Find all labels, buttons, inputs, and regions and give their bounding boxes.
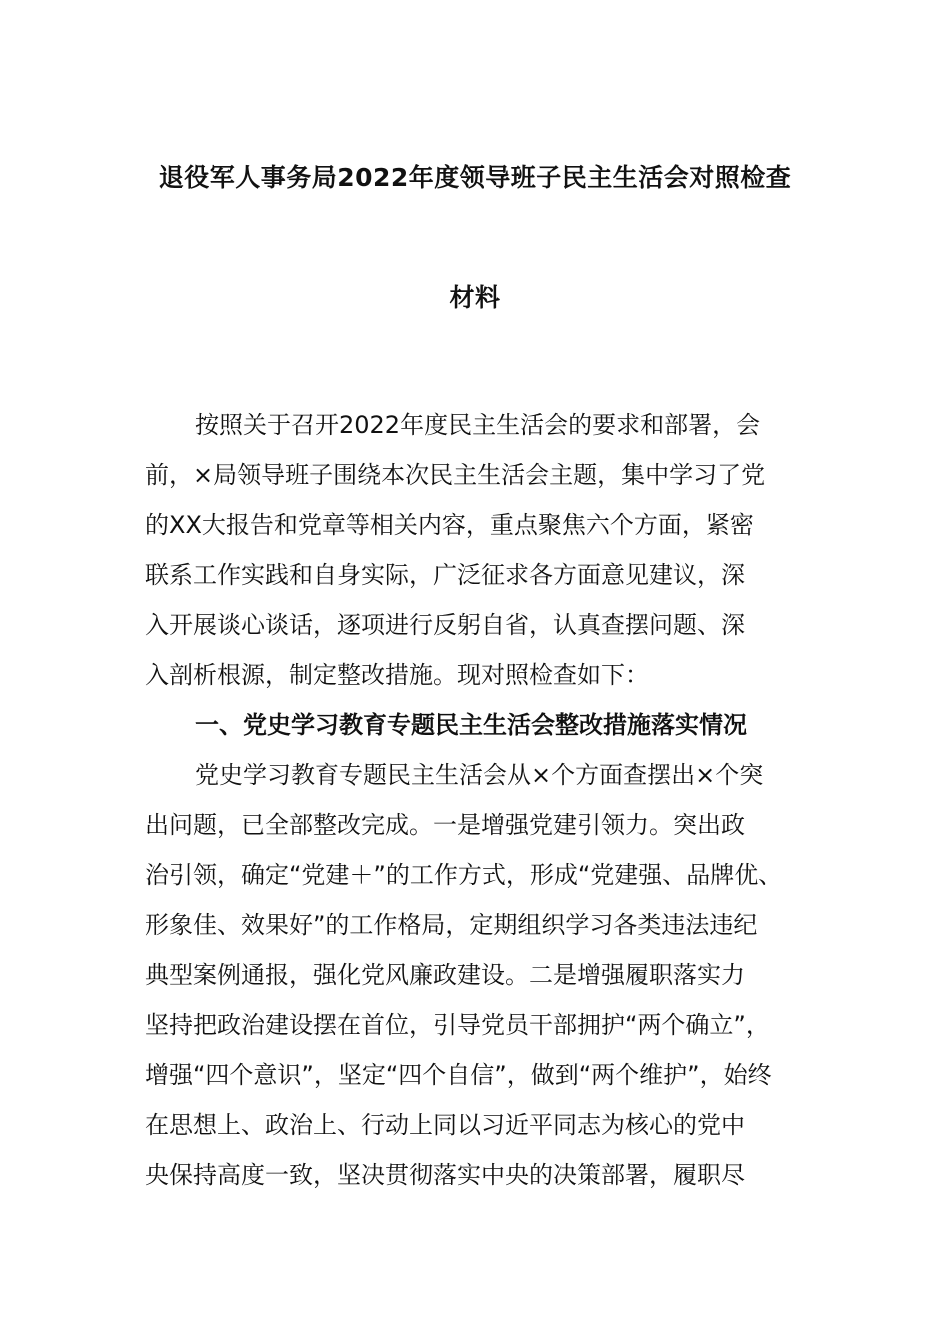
document-title-line-2: 材料 bbox=[449, 283, 501, 312]
document-title-line-1: 退役军人事务局2022年度领导班子民主生活会对照检查 bbox=[158, 163, 792, 192]
section-heading: 一、党史学习教育专题民主生活会整改措施落实情况 bbox=[195, 711, 747, 739]
paragraph-line: 典型案例通报，强化党风廉政建设。二是增强履职落实力 bbox=[145, 961, 745, 989]
paragraph-line: 的XX大报告和党章等相关内容，重点聚焦六个方面，紧密 bbox=[145, 511, 754, 539]
paragraph-line: 前，×局领导班子围绕本次民主生活会主题，集中学习了党 bbox=[145, 461, 766, 489]
paragraph-line: 坚持把政治建设摆在首位，引导党员干部拥护“两个确立”， bbox=[145, 1011, 770, 1039]
paragraph-line: 在思想上、政治上、行动上同以习近平同志为核心的党中 bbox=[145, 1111, 745, 1139]
paragraph-line: 出问题，已全部整改完成。一是增强党建引领力。突出政 bbox=[145, 811, 745, 839]
paragraph-line: 增强“四个意识”，坚定“四个自信”，做到“两个维护”，始终 bbox=[145, 1061, 772, 1089]
paragraph-line: 联系工作实践和自身实际，广泛征求各方面意见建议，深 bbox=[145, 561, 745, 589]
document-body bbox=[145, 400, 810, 1200]
paragraph-line: 入剖析根源，制定整改措施。现对照检查如下： bbox=[145, 661, 649, 689]
paragraph-line: 治引领，确定“党建＋”的工作方式，形成“党建强、品牌优、 bbox=[145, 861, 783, 889]
paragraph-line: 按照关于召开2022年度民主生活会的要求和部署，会 bbox=[195, 411, 761, 439]
paragraph-line: 央保持高度一致，坚决贯彻落实中央的决策部署，履职尽 bbox=[145, 1161, 745, 1189]
paragraph-line: 入开展谈心谈话，逐项进行反躬自省，认真查摆问题、深 bbox=[145, 611, 745, 639]
paragraph-line: 党史学习教育专题民主生活会从×个方面查摆出×个突 bbox=[195, 761, 764, 789]
paragraph-line: 形象佳、效果好”的工作格局，定期组织学习各类违法违纪 bbox=[145, 911, 758, 939]
